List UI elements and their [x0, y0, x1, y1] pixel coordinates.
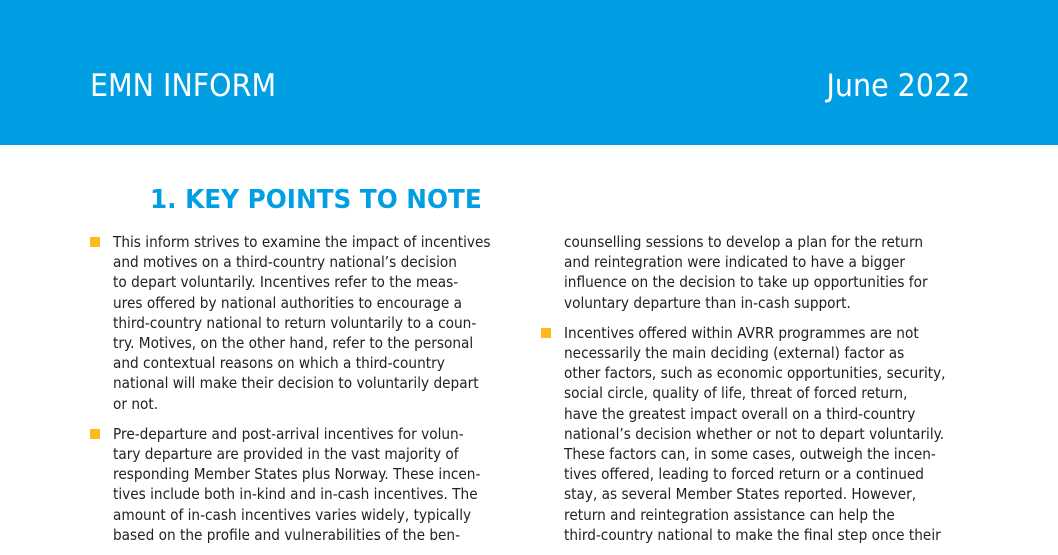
text-line: other factors, such as economic opportunities, security, [564, 364, 946, 383]
text-line: have the greatest impact overall on a third-country [564, 404, 916, 423]
text-line: ures offered by national authorities to encourage a [113, 293, 463, 312]
text-line: third-country national to return voluntarily to a coun- [113, 313, 477, 332]
publication-title: EMN INFORM [90, 68, 277, 104]
text-line: third-country national to make the final step once their [564, 525, 941, 544]
text-line: and reintegration were indicated to have a bigger [564, 253, 906, 272]
text-line: tary departure are provided in the vast majority of [113, 445, 459, 464]
text-line: or not. [113, 394, 159, 413]
section-heading: 1. KEY POINTS TO NOTE [150, 185, 482, 215]
bullet-square-icon [541, 328, 551, 338]
bullet-square-icon [90, 237, 100, 247]
text-line: stay, as several Member States reported. However, [564, 485, 917, 504]
text-line: and contextual reasons on which a third-country [113, 354, 445, 373]
left-column [113, 232, 523, 555]
bullet-square-icon [90, 429, 100, 439]
text-line: national’s decision whether or not to depart voluntarily. [564, 424, 945, 443]
text-line: Incentives offered within AVRR programmes are not [564, 323, 919, 342]
text-line: amount of in-cash incentives varies widely, typically [113, 505, 472, 524]
text-line: This inform strives to examine the impact of incentives [113, 233, 491, 251]
continued-paragraph [564, 232, 974, 313]
text-line: influence on the decision to take up opportunities for [564, 273, 928, 292]
publication-date: June 2022 [826, 68, 970, 104]
bullet-paragraph [113, 424, 523, 545]
text-line: Pre-departure and post-arrival incentives for volun- [113, 424, 464, 443]
text-line: try. Motives, on the other hand, refer to the personal [113, 334, 474, 353]
text-line: to depart voluntarily. Incentives refer to the meas- [113, 273, 459, 292]
right-column [564, 232, 974, 555]
text-line: voluntary departure than in-cash support. [564, 293, 851, 312]
text-line: tives offered, leading to forced return or a continued [564, 465, 924, 484]
text-line: tives include both in-kind and in-cash incentives. The [113, 485, 478, 504]
text-line: national will make their decision to voluntarily depart [113, 374, 479, 393]
text-line: responding Member States plus Norway. These incen- [113, 465, 481, 484]
bullet-paragraph [564, 323, 974, 545]
text-line: These factors can, in some cases, outweigh the incen- [564, 445, 936, 464]
text-line: and motives on a third-country national’s decision [113, 253, 457, 272]
text-line: necessarily the main deciding (external) factor as [564, 344, 905, 363]
bullet-paragraph [113, 232, 523, 414]
text-line: based on the profile and vulnerabilities of the ben- [113, 525, 461, 544]
text-line: counselling sessions to develop a plan for the return [564, 233, 924, 251]
text-line: social circle, quality of life, threat of forced return, [564, 384, 908, 403]
text-line: return and reintegration assistance can help the [564, 505, 895, 524]
header-banner [0, 0, 1058, 145]
